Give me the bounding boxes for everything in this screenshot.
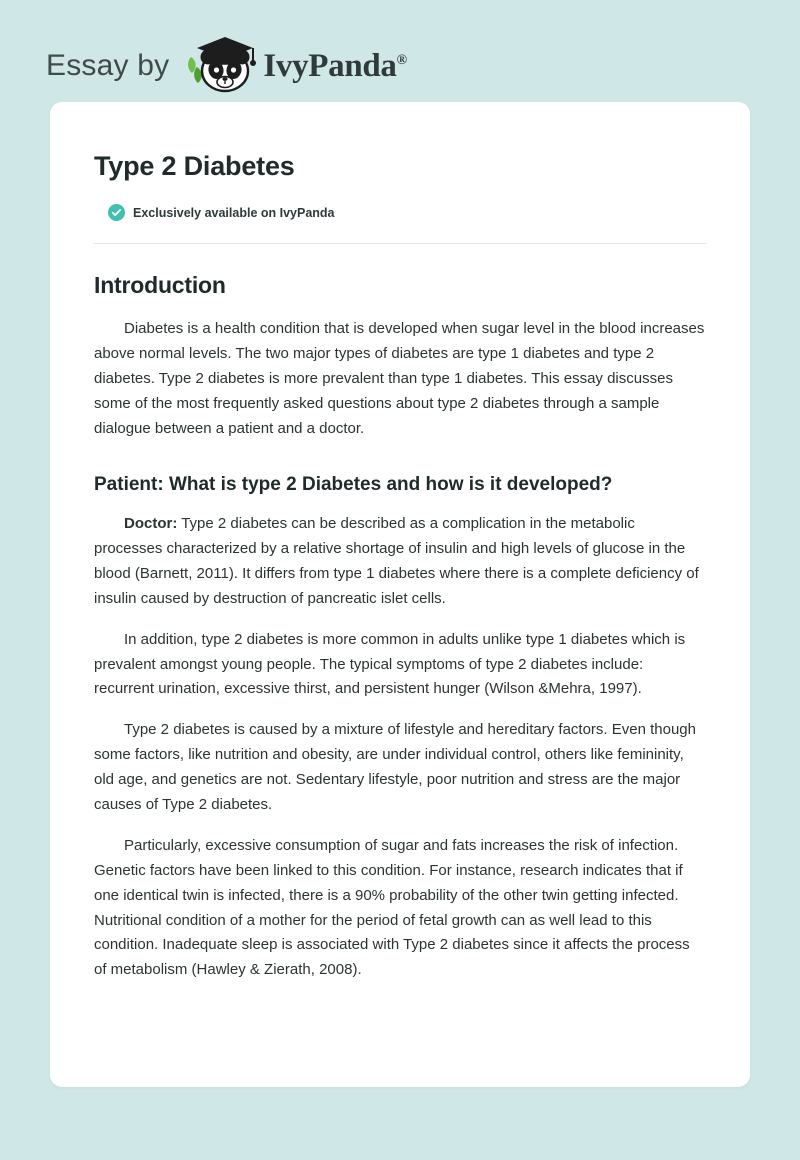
essay-by-label: Essay by [46, 49, 170, 82]
section-heading-patient-question: Patient: What is type 2 Diabetes and how is it developed? [94, 473, 613, 495]
registered-mark: ® [396, 52, 407, 68]
brand-header [0, 0, 800, 96]
paragraph: In addition, type 2 diabetes is more common in adults unlike type 1 diabetes which is prevalent amongst young people. The typical symptoms of type 2 diabetes include: recurrent urination, excessive thirst, and persistent hunger (Wilson &Mehra, 1997). [94, 630, 686, 698]
paragraph: Type 2 diabetes is caused by a mixture of lifestyle and hereditary factors. Even though some factors, like nutrition and obesity, are under individual control, others like femininity, old age, and genetics are not. Sedentary lifestyle, poor nutrition and stress are the major causes of Type 2 diabetes. [94, 721, 696, 813]
document-card [50, 102, 750, 1087]
brand-name [263, 48, 406, 85]
exclusive-badge [108, 204, 706, 221]
exclusive-badge-label: Exclusively available on IvyPanda [133, 205, 335, 220]
speaker-label: Doctor: [124, 515, 178, 533]
brand-name-text: IvyPanda [263, 47, 397, 84]
paragraph: Diabetes is a health condition that is developed when sugar level in the blood increases above normal levels. The two major types of diabetes are type 1 diabetes and type 2 diabetes. Type 2 diabetes is more prevalent than type 1 diabetes. This essay discusses some of the most frequently asked questions about type 2 diabetes through a sample dialogue between a patient and a doctor. [94, 320, 705, 437]
page-title: Type 2 Diabetes [94, 151, 295, 181]
brand-logo[interactable] [183, 35, 406, 97]
section-heading-introduction: Introduction [94, 272, 226, 299]
paragraph [94, 512, 706, 612]
paragraph: Particularly, excessive consumption of sugar and fats increases the risk of infection. Genetic factors have been linked to this condition. For instance, research indicates that if one identical twin is infected, there is a 90% probability of the other twin getting infected. Nutritional condition of a mother for the period of fetal growth can as well lead to this condition. Inadequate sleep is associated with Type 2 diabetes since it affects the process of metabolism (Hawley & Zierath, 2008). [94, 836, 690, 979]
title-divider [94, 243, 706, 244]
paragraph-text: Type 2 diabetes can be described as a complication in the metabolic processes characterized by a relative shortage of insulin and high levels of glucose in the blood (Barnett, 2011). It differs from type 1 diabetes where there is a complete deficiency of insulin caused by destruction of pancreatic islet cells. [94, 515, 699, 607]
check-circle-icon [108, 204, 125, 221]
panda-graduate-icon [183, 35, 261, 97]
